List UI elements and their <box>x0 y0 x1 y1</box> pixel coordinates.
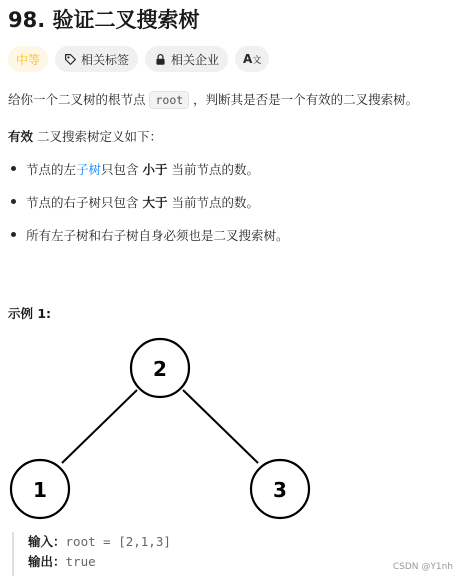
list-item: 节点的右子树只包含 大于 当前节点的数。 <box>8 193 289 226</box>
input-value: root = [2,1,3] <box>65 534 171 549</box>
example-input-line <box>28 532 412 552</box>
example-output-line <box>28 552 412 572</box>
list-item: 节点的左子树只包含 小于 当前节点的数。 <box>8 160 289 193</box>
example-tree-diagram <box>0 330 457 530</box>
definition-heading: 有效 二叉搜索树定义如下： <box>8 129 162 144</box>
lock-icon <box>154 53 167 66</box>
example-io-block <box>12 532 412 576</box>
difficulty-label: 中等 <box>16 52 41 67</box>
tree-node-right <box>251 460 309 518</box>
tag-bar <box>8 46 269 72</box>
tree-node-left <box>11 460 69 518</box>
related-tags-button[interactable] <box>55 46 138 72</box>
problem-title <box>8 4 200 34</box>
problem-number: 98. <box>8 8 46 32</box>
svg-text:1: 1 <box>33 478 47 502</box>
output-label: 输出： <box>28 554 66 569</box>
problem-intro: 给你一个二叉树的根节点 root ，判断其是否是一个有效的二叉搜索树。 <box>8 92 419 107</box>
svg-text:2: 2 <box>153 357 167 381</box>
tree-edge-left <box>62 390 137 463</box>
translate-icon: A文 <box>243 52 262 66</box>
output-value: true <box>65 554 96 569</box>
watermark: CSDN @Y1nh <box>392 562 453 572</box>
example-label: 示例 1: <box>8 306 52 321</box>
definition-list <box>8 160 289 259</box>
tree-edge-right <box>183 390 258 463</box>
related-tags-label: 相关标签 <box>81 52 130 67</box>
tree-node-root <box>131 339 189 397</box>
inline-code-root: root <box>149 91 189 109</box>
subtree-link[interactable]: 子树 <box>76 162 102 177</box>
related-companies-label: 相关企业 <box>171 52 220 67</box>
svg-text:3: 3 <box>273 478 287 502</box>
problem-name: 验证二叉搜索树 <box>52 8 200 32</box>
tag-icon <box>64 53 77 66</box>
difficulty-badge[interactable] <box>8 46 48 72</box>
list-item: 所有左子树和右子树自身必须也是二叉搜索树。 <box>8 226 289 259</box>
related-companies-button[interactable] <box>145 46 228 72</box>
translate-button[interactable] <box>235 46 269 72</box>
input-label: 输入： <box>28 534 66 549</box>
